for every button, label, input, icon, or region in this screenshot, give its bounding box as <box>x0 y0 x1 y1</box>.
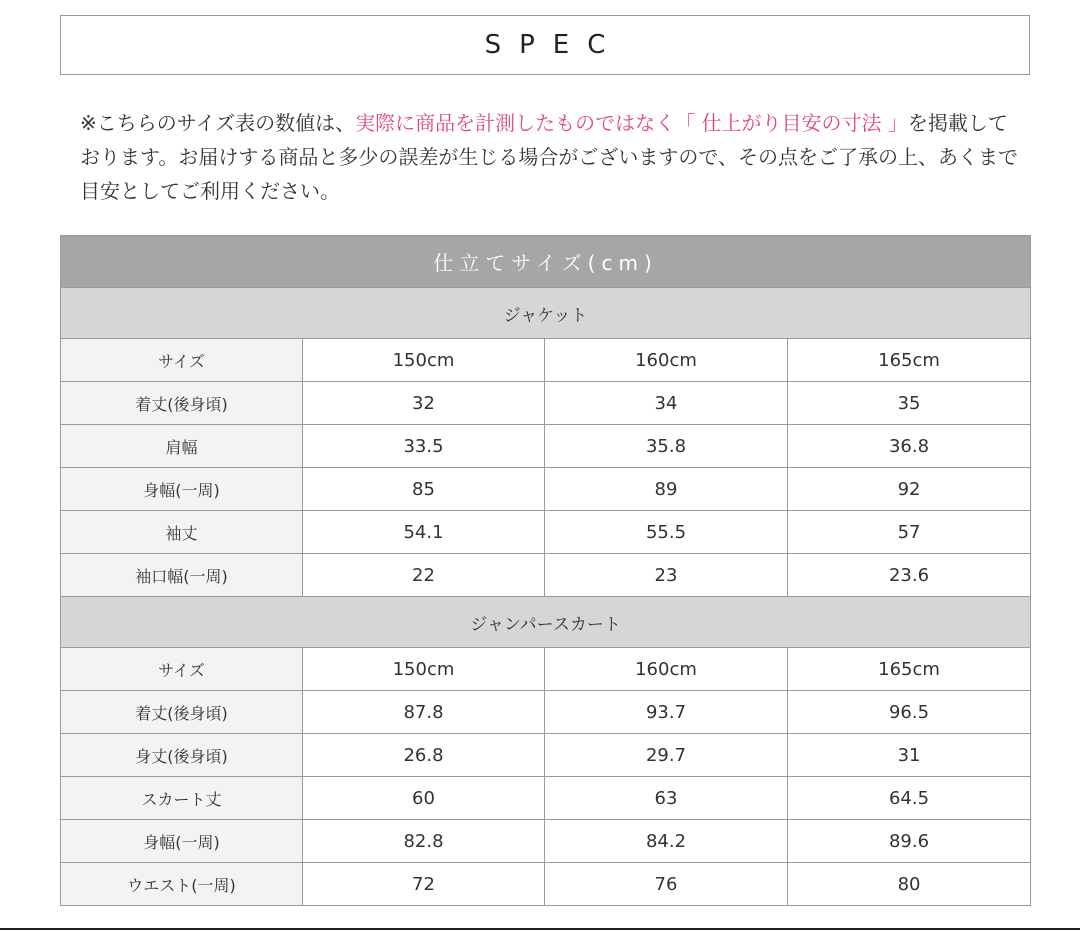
measurement-value: 23.6 <box>788 554 1031 597</box>
size-header-cell: 160cm <box>545 339 788 382</box>
table-row <box>61 382 1031 425</box>
measurement-label: 着丈(後身頃) <box>61 382 303 425</box>
table-row <box>61 777 1031 820</box>
measurement-value: 64.5 <box>788 777 1031 820</box>
size-header-cell: 150cm <box>303 648 545 691</box>
measurement-value: 29.7 <box>545 734 788 777</box>
measurement-value: 93.7 <box>545 691 788 734</box>
measurement-label: 袖丈 <box>61 511 303 554</box>
notice-highlight: 実際に商品を計測したものではなく「 仕上がり目安の寸法 」 <box>355 111 908 135</box>
size-header-label: サイズ <box>61 339 303 382</box>
size-header-row <box>61 648 1031 691</box>
section-title: ジャンパースカート <box>61 597 1031 648</box>
size-notice <box>80 106 1020 208</box>
measurement-label: 肩幅 <box>61 425 303 468</box>
measurement-value: 89.6 <box>788 820 1031 863</box>
table-row <box>61 734 1031 777</box>
measurement-value: 60 <box>303 777 545 820</box>
measurement-value: 22 <box>303 554 545 597</box>
notice-text-2: を掲載しております。お届けする商品と多少の誤差が生じる場合がございますので、その点をご了承の上、あくまで目安としてご利用ください。 <box>80 111 1018 203</box>
measurement-value: 32 <box>303 382 545 425</box>
measurement-value: 76 <box>545 863 788 906</box>
measurement-value: 26.8 <box>303 734 545 777</box>
measurement-value: 85 <box>303 468 545 511</box>
spec-header-box <box>60 15 1030 75</box>
measurement-label: 着丈(後身頃) <box>61 691 303 734</box>
table-row <box>61 820 1031 863</box>
size-header-cell: 150cm <box>303 339 545 382</box>
size-header-cell: 165cm <box>788 339 1031 382</box>
table-row <box>61 468 1031 511</box>
size-table <box>60 235 1031 906</box>
bottom-divider <box>0 928 1080 930</box>
measurement-value: 89 <box>545 468 788 511</box>
size-header-cell: 165cm <box>788 648 1031 691</box>
measurement-label: 身幅(一周) <box>61 468 303 511</box>
measurement-value: 57 <box>788 511 1031 554</box>
measurement-label: ウエスト(一周) <box>61 863 303 906</box>
measurement-value: 87.8 <box>303 691 545 734</box>
table-row <box>61 554 1031 597</box>
table-title: 仕立てサイズ(cm) <box>61 236 1031 288</box>
measurement-value: 80 <box>788 863 1031 906</box>
section-header-row <box>61 597 1031 648</box>
measurement-value: 34 <box>545 382 788 425</box>
measurement-value: 36.8 <box>788 425 1031 468</box>
measurement-value: 35.8 <box>545 425 788 468</box>
size-header-label: サイズ <box>61 648 303 691</box>
section-header-row <box>61 288 1031 339</box>
measurement-value: 84.2 <box>545 820 788 863</box>
size-header-cell: 160cm <box>545 648 788 691</box>
table-row <box>61 425 1031 468</box>
measurement-value: 35 <box>788 382 1031 425</box>
table-row <box>61 863 1031 906</box>
table-row <box>61 691 1031 734</box>
section-title: ジャケット <box>61 288 1031 339</box>
measurement-value: 82.8 <box>303 820 545 863</box>
size-header-row <box>61 339 1031 382</box>
measurement-value: 92 <box>788 468 1031 511</box>
measurement-value: 31 <box>788 734 1031 777</box>
measurement-label: 身幅(一周) <box>61 820 303 863</box>
measurement-value: 55.5 <box>545 511 788 554</box>
table-title-row <box>61 236 1031 288</box>
measurement-label: 袖口幅(一周) <box>61 554 303 597</box>
measurement-value: 33.5 <box>303 425 545 468</box>
measurement-value: 96.5 <box>788 691 1031 734</box>
measurement-value: 63 <box>545 777 788 820</box>
measurement-value: 23 <box>545 554 788 597</box>
notice-text-1: ※こちらのサイズ表の数値は、 <box>80 111 356 135</box>
spec-title: SPEC <box>484 30 624 60</box>
measurement-value: 54.1 <box>303 511 545 554</box>
measurement-label: 身丈(後身頃) <box>61 734 303 777</box>
measurement-value: 72 <box>303 863 545 906</box>
table-body <box>61 288 1031 906</box>
table-row <box>61 511 1031 554</box>
measurement-label: スカート丈 <box>61 777 303 820</box>
